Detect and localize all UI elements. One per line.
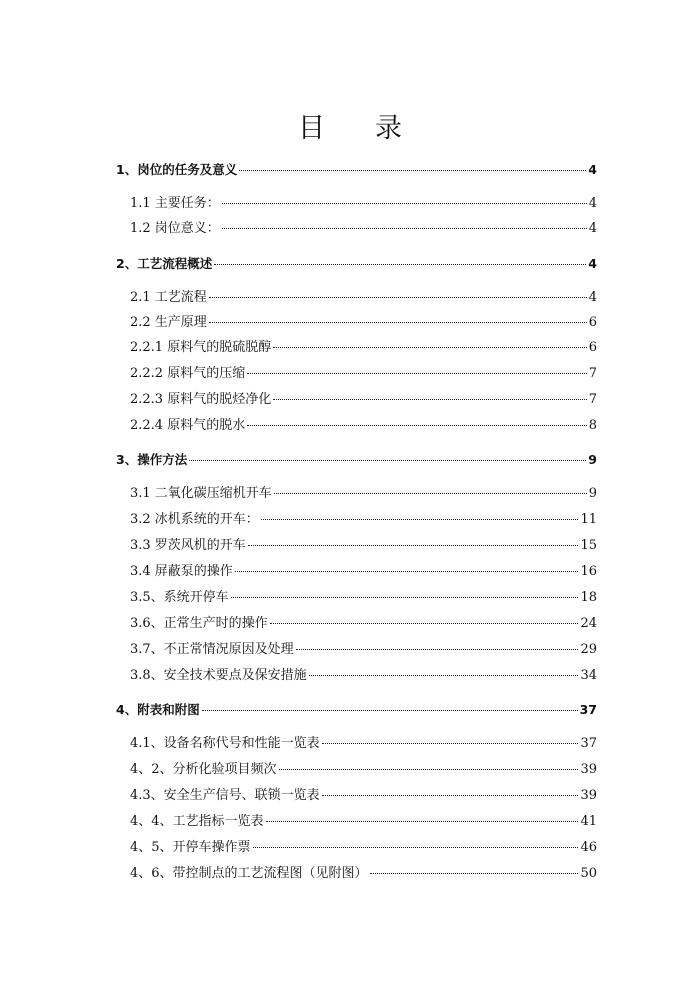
toc-entry-2-2-1[interactable] bbox=[130, 338, 597, 358]
toc-entry-label: 3.5、系统开停车 bbox=[130, 590, 229, 605]
dot-leader bbox=[322, 743, 579, 744]
title-char-1: 目 bbox=[298, 113, 325, 144]
toc-entry-page: 4 bbox=[588, 290, 597, 305]
toc-entry-1-1[interactable] bbox=[130, 194, 597, 214]
dot-leader bbox=[296, 649, 579, 650]
toc-entry-page: 4 bbox=[588, 162, 597, 177]
toc-entry-label: 3.2 冰机系统的开车： bbox=[130, 512, 259, 527]
dot-leader bbox=[248, 545, 579, 546]
toc-entry-page: 24 bbox=[580, 616, 597, 631]
toc-entry-3-8[interactable] bbox=[130, 666, 597, 686]
dot-leader bbox=[274, 493, 587, 494]
toc-entry-2[interactable] bbox=[116, 254, 597, 274]
toc-entry-label: 1.1 主要任务： bbox=[130, 196, 220, 211]
dot-leader bbox=[273, 399, 587, 400]
toc-entry-4-4[interactable] bbox=[130, 812, 597, 832]
dot-leader bbox=[370, 873, 579, 874]
toc-entry-label: 4、4、工艺指标一览表 bbox=[130, 814, 264, 829]
toc-entry-2-1[interactable] bbox=[130, 288, 597, 308]
toc-entry-2-2-3[interactable] bbox=[130, 390, 597, 410]
toc-entry-3-6[interactable] bbox=[130, 614, 597, 634]
toc-entry-1-2[interactable] bbox=[130, 219, 597, 239]
toc-entry-3[interactable] bbox=[116, 450, 597, 470]
toc-entry-page: 9 bbox=[588, 452, 597, 467]
dot-leader bbox=[322, 795, 579, 796]
toc-entry-label: 2.1 工艺流程 bbox=[130, 290, 207, 305]
dot-leader bbox=[235, 571, 579, 572]
dot-leader bbox=[253, 847, 579, 848]
toc-entry-label: 2.2 生产原理 bbox=[130, 315, 207, 330]
toc-entry-label: 1、岗位的任务及意义 bbox=[116, 162, 238, 177]
dot-leader bbox=[309, 675, 579, 676]
toc-entry-label: 4、附表和附图 bbox=[116, 702, 200, 717]
toc-entry-page: 39 bbox=[580, 762, 597, 777]
dot-leader bbox=[273, 347, 587, 348]
dot-leader bbox=[239, 170, 586, 171]
dot-leader bbox=[247, 373, 587, 374]
toc-entry-page: 37 bbox=[579, 702, 597, 717]
toc-entry-label: 2.2.4 原料气的脱水 bbox=[130, 418, 246, 433]
dot-leader bbox=[270, 623, 579, 624]
toc-entry-page: 37 bbox=[580, 736, 597, 751]
toc-entry-4-2[interactable] bbox=[130, 760, 597, 780]
title-char-2: 录 bbox=[375, 113, 402, 144]
toc-entry-page: 6 bbox=[588, 315, 597, 330]
toc-entry-page: 8 bbox=[588, 418, 597, 433]
toc-entry-label: 4、5、开停车操作票 bbox=[130, 840, 251, 855]
toc-entry-3-1[interactable] bbox=[130, 484, 597, 504]
dot-leader bbox=[231, 597, 579, 598]
toc-entry-1[interactable] bbox=[116, 160, 597, 180]
toc-entry-3-2[interactable] bbox=[130, 510, 597, 530]
toc-entry-page: 16 bbox=[580, 564, 597, 579]
toc-entry-label: 3.8、安全技术要点及保安措施 bbox=[130, 668, 307, 683]
toc-entry-label: 1.2 岗位意义： bbox=[130, 221, 220, 236]
dot-leader bbox=[222, 228, 587, 229]
toc-entry-4-3[interactable] bbox=[130, 786, 597, 806]
dot-leader bbox=[214, 264, 586, 265]
toc-entry-label: 4、6、带控制点的工艺流程图（见附图） bbox=[130, 866, 368, 881]
toc-entry-label: 2.2.3 原料气的脱烃净化 bbox=[130, 392, 272, 407]
toc-entry-page: 29 bbox=[580, 642, 597, 657]
toc-entry-3-4[interactable] bbox=[130, 562, 597, 582]
toc-entry-page: 18 bbox=[580, 590, 597, 605]
dot-leader bbox=[209, 297, 587, 298]
toc-entry-label: 3.4 屏蔽泵的操作 bbox=[130, 564, 233, 579]
toc-entry-page: 7 bbox=[588, 366, 597, 381]
dot-leader bbox=[222, 203, 587, 204]
toc-entry-page: 41 bbox=[580, 814, 597, 829]
dot-leader bbox=[266, 821, 579, 822]
dot-leader bbox=[279, 769, 579, 770]
toc-entry-3-7[interactable] bbox=[130, 640, 597, 660]
toc-entry-label: 4.3、安全生产信号、联锁一览表 bbox=[130, 788, 320, 803]
toc-entry-label: 4.1、设备名称代号和性能一览表 bbox=[130, 736, 320, 751]
toc-entry-label: 4、2、分析化验项目频次 bbox=[130, 762, 277, 777]
toc-entry-label: 2、工艺流程概述 bbox=[116, 256, 213, 271]
toc-entry-page: 39 bbox=[580, 788, 597, 803]
toc-entry-4-6[interactable] bbox=[130, 864, 597, 884]
dot-leader bbox=[247, 425, 587, 426]
toc-entry-page: 50 bbox=[580, 866, 597, 881]
toc-entry-label: 3.7、不正常情况原因及处理 bbox=[130, 642, 294, 657]
toc-entry-3-5[interactable] bbox=[130, 588, 597, 608]
toc-entry-page: 4 bbox=[588, 196, 597, 211]
toc-entry-page: 15 bbox=[580, 538, 597, 553]
toc-entry-4-1[interactable] bbox=[130, 734, 597, 754]
toc-entry-page: 4 bbox=[588, 221, 597, 236]
toc-entry-2-2[interactable] bbox=[130, 313, 597, 333]
toc-entry-page: 46 bbox=[580, 840, 597, 855]
dot-leader bbox=[202, 710, 578, 711]
toc-entry-label: 3.1 二氧化碳压缩机开车 bbox=[130, 486, 272, 501]
toc-entry-2-2-4[interactable] bbox=[130, 416, 597, 436]
toc-entry-label: 3.3 罗茨风机的开车 bbox=[130, 538, 246, 553]
toc-entry-page: 34 bbox=[580, 668, 597, 683]
toc-entry-page: 4 bbox=[588, 256, 597, 271]
toc-entry-page: 9 bbox=[588, 486, 597, 501]
toc-entry-2-2-2[interactable] bbox=[130, 364, 597, 384]
toc-entry-page: 11 bbox=[580, 512, 597, 527]
toc-entry-4[interactable] bbox=[116, 700, 597, 720]
toc-entry-page: 7 bbox=[588, 392, 597, 407]
toc-entry-label: 2.2.2 原料气的压缩 bbox=[130, 366, 246, 381]
toc-entry-3-3[interactable] bbox=[130, 536, 597, 556]
dot-leader bbox=[209, 322, 587, 323]
dot-leader bbox=[261, 519, 579, 520]
toc-entry-4-5[interactable] bbox=[130, 838, 597, 858]
dot-leader bbox=[189, 460, 586, 461]
toc-entry-label: 2.2.1 原料气的脱硫脱醇 bbox=[130, 340, 272, 355]
toc-entry-label: 3、操作方法 bbox=[116, 452, 188, 467]
toc-entry-label: 3.6、正常生产时的操作 bbox=[130, 616, 268, 631]
toc-entry-page: 6 bbox=[588, 340, 597, 355]
